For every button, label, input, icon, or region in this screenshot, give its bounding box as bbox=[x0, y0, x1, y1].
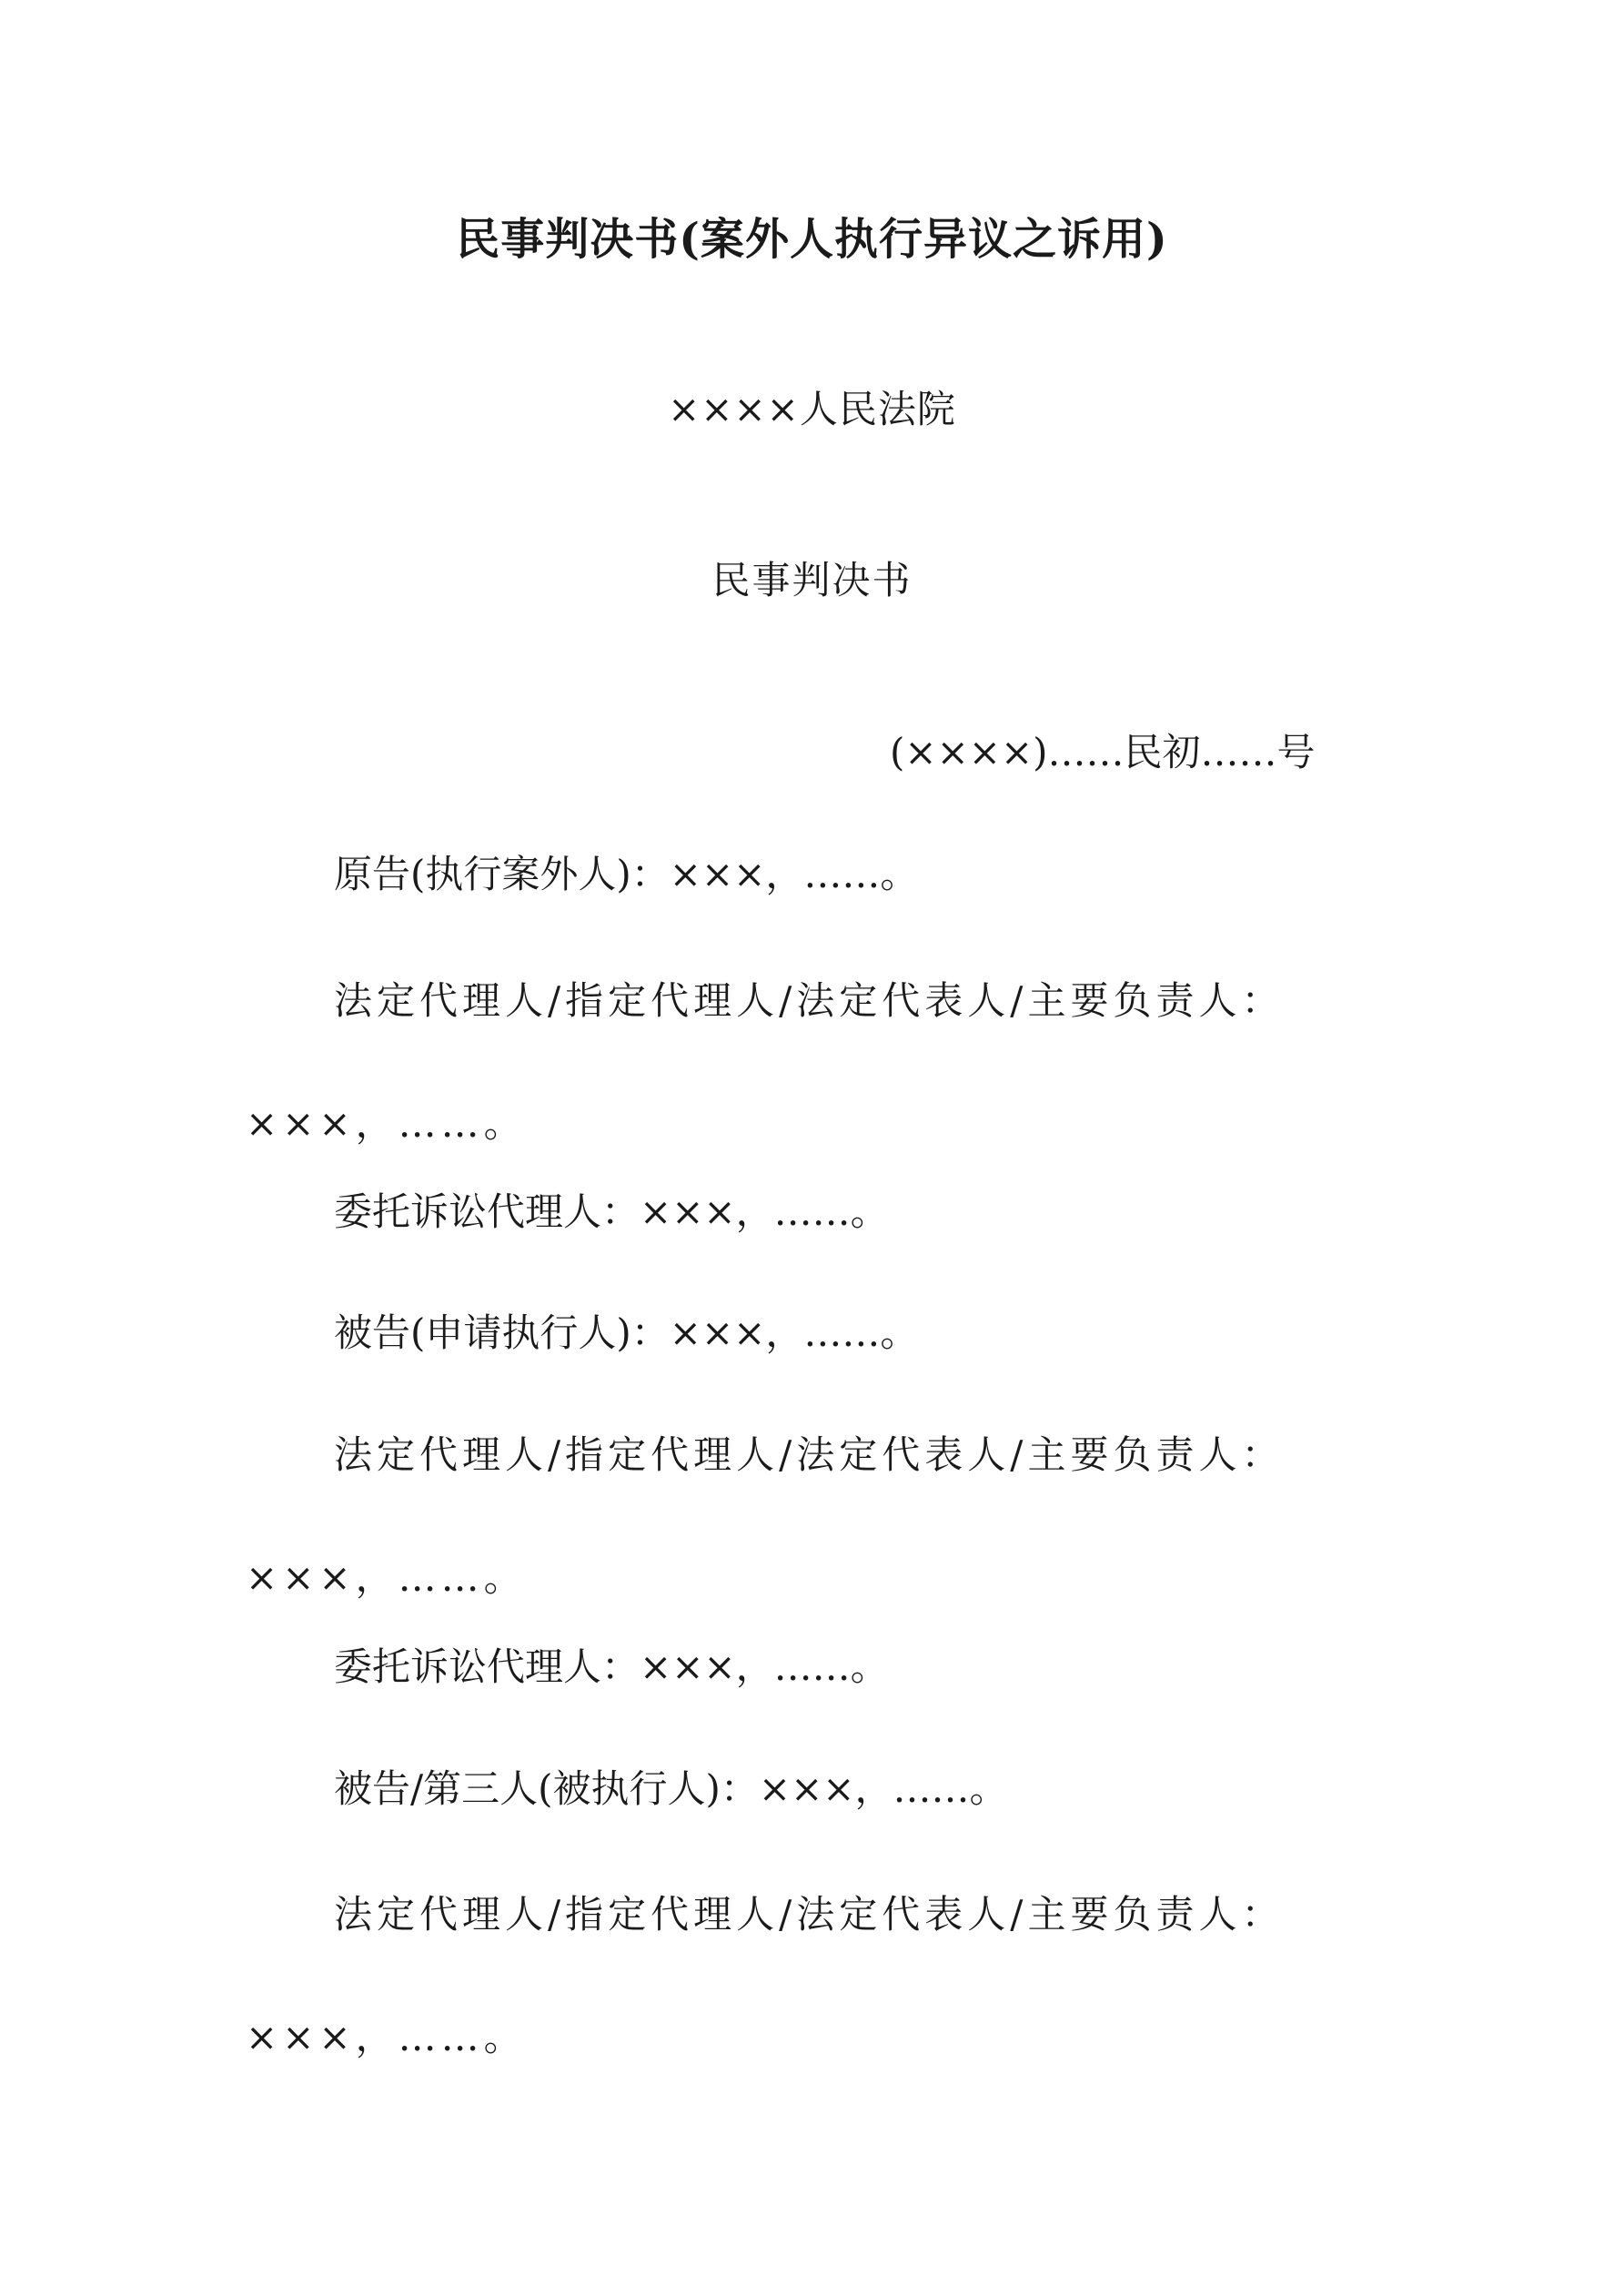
document-title: 民事判决书(案外人执行异议之诉用) bbox=[456, 214, 1168, 265]
court-name: ××××人民法院 bbox=[668, 387, 956, 431]
party-plaintiff-legal-representative: 法定代理人/指定代理人/法定代表人/主要负责人：×××，……。 bbox=[246, 978, 1285, 1146]
party-defendant-legal-representative: 法定代理人/指定代理人/法定代表人/主要负责人：×××，……。 bbox=[246, 1432, 1285, 1600]
party-defendant: 被告(申请执行人)：×××，……。 bbox=[334, 1310, 919, 1355]
case-number: (××××)……民初……号 bbox=[890, 730, 1316, 774]
document-type: 民事判决书 bbox=[711, 558, 913, 602]
party-third-party-legal-representative: 法定代理人/指定代理人/法定代表人/主要负责人：×××，……。 bbox=[246, 1892, 1285, 2059]
party-defendant-agent: 委托诉讼代理人：×××，……。 bbox=[334, 1644, 889, 1689]
party-third-party: 被告/第三人(被执行人)：×××，……。 bbox=[334, 1766, 1008, 1811]
party-plaintiff: 原告(执行案外人)：×××，……。 bbox=[334, 852, 919, 896]
party-plaintiff-agent: 委托诉讼代理人：×××，……。 bbox=[334, 1189, 889, 1234]
